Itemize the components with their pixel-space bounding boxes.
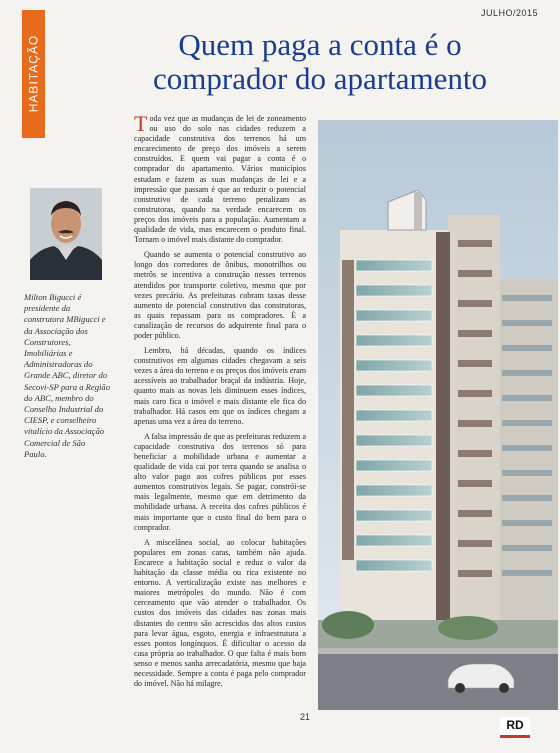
paragraph-1: Toda vez que as mudanças de lei de zoneamento ou uso do solo nas cidades reduzem a capacidade construtiva dos terrenos há um encarecimento de preço dos imóveis a serem construídos. E quem vai pagar a conta é o comprador do apartamento. Vários municípios estudam e fazem as suas mudanças de lei e a impressão que passam é que ao reduzir o potencial construtivo de cada terreno penalizam as construtoras, quando na verdade encarecem os preços dos imóveis para a população. Aumentam a qualidade de vida, mas encarecem o produto final. Tornam o imóvel mais distante do comprador.: [134, 111, 306, 245]
issue-date: JULHO/2015: [480, 8, 538, 18]
section-tab: [22, 10, 45, 138]
building-rendering: [318, 120, 558, 710]
publication-logo: RD: [500, 717, 530, 738]
article-body: [134, 111, 306, 694]
paragraph-3: Lembro, há décadas, quando os índices construtivos em algumas cidades chegavam a seis vezes a área do terreno e os preços dos imóveis eram acessíveis ao trabalhador braçal da indústria. Hoje, quanto mais as novas leis diminuem esses índices, mais caro fica o imóvel e mais distante ele fica do trabalhador. Há casos em que os índices chegam a apenas uma vez a área do terreno.: [134, 346, 306, 426]
author-photo: [30, 188, 102, 280]
article-title: [100, 28, 540, 96]
drop-cap: T: [134, 111, 148, 136]
paragraph-2: Quando se aumenta o potencial construtivo ao longo dos corredores de ônibus, monotrilhos ou metrôs se incentiva a construção nesses terrenos atendidos por transporte coletivo, mesmo que por vezes precário. As prefeituras cobram taxas desse aumento de potencial construtivo das construtoras, as quais repassam para os compradores. É a canalização de recursos do adquirente final para o poder público.: [134, 250, 306, 340]
page-number: 21: [300, 712, 311, 722]
title-line-2: comprador do apartamento: [153, 61, 487, 96]
paragraph-4: A falsa impressão de que as prefeituras reduzem a capacidade construtiva dos terrenos só para beneficiar a mobilidade urbana e aumentar a qualidade de vida cai por terra quando se analisa o alto valor pago aos cofres públicos por esses aumentos construtivos legais. Se pagar, constrói-se mais legalmente, mesmo que em detrimento da mobilidade urbana. A receita dos cofres públicos é mais importante que o custo final do bem para o comprador.: [134, 431, 306, 532]
title-line-1: Quem paga a conta é o: [178, 27, 462, 62]
section-label: HABITAÇÃO: [26, 34, 41, 113]
author-bio: Milton Bigucci é presidente da construtora MBigucci e da Associação dos Construtores, Imobiliárias e Administradoras do Grande ABC, diretor do Secovi-SP para a Região do ABC, membro do Conselho Industrial do CIESP, e conselheiro vitalício da Associação Comercial de São Paulo.: [24, 292, 110, 459]
paragraph-5: A miscelânea social, ao colocar habitações populares em zonas caras, também não ajuda. Encarece a habitação social e reduz o valor da habitação da classe média ou rica existente no entorno. A verticalização existe nas melhores e maiores metrópoles do mundo. Não é com cerceamento que vão atender o trabalhador. Os custos dos imóveis das cidades nas zonas mais distantes do centro são acrescidos dos altos custos para levar água, esgoto, energia e infraestrutura a esses pontos longínquos. É dificultar o acesso da casa própria ao trabalhador. O que falta é mais bom senso e menos sanha arrecadatória, mesmo que haja necessidade. Sempre a conta é paga pelo comprador do imóvel. Não há milagre.: [134, 537, 306, 689]
